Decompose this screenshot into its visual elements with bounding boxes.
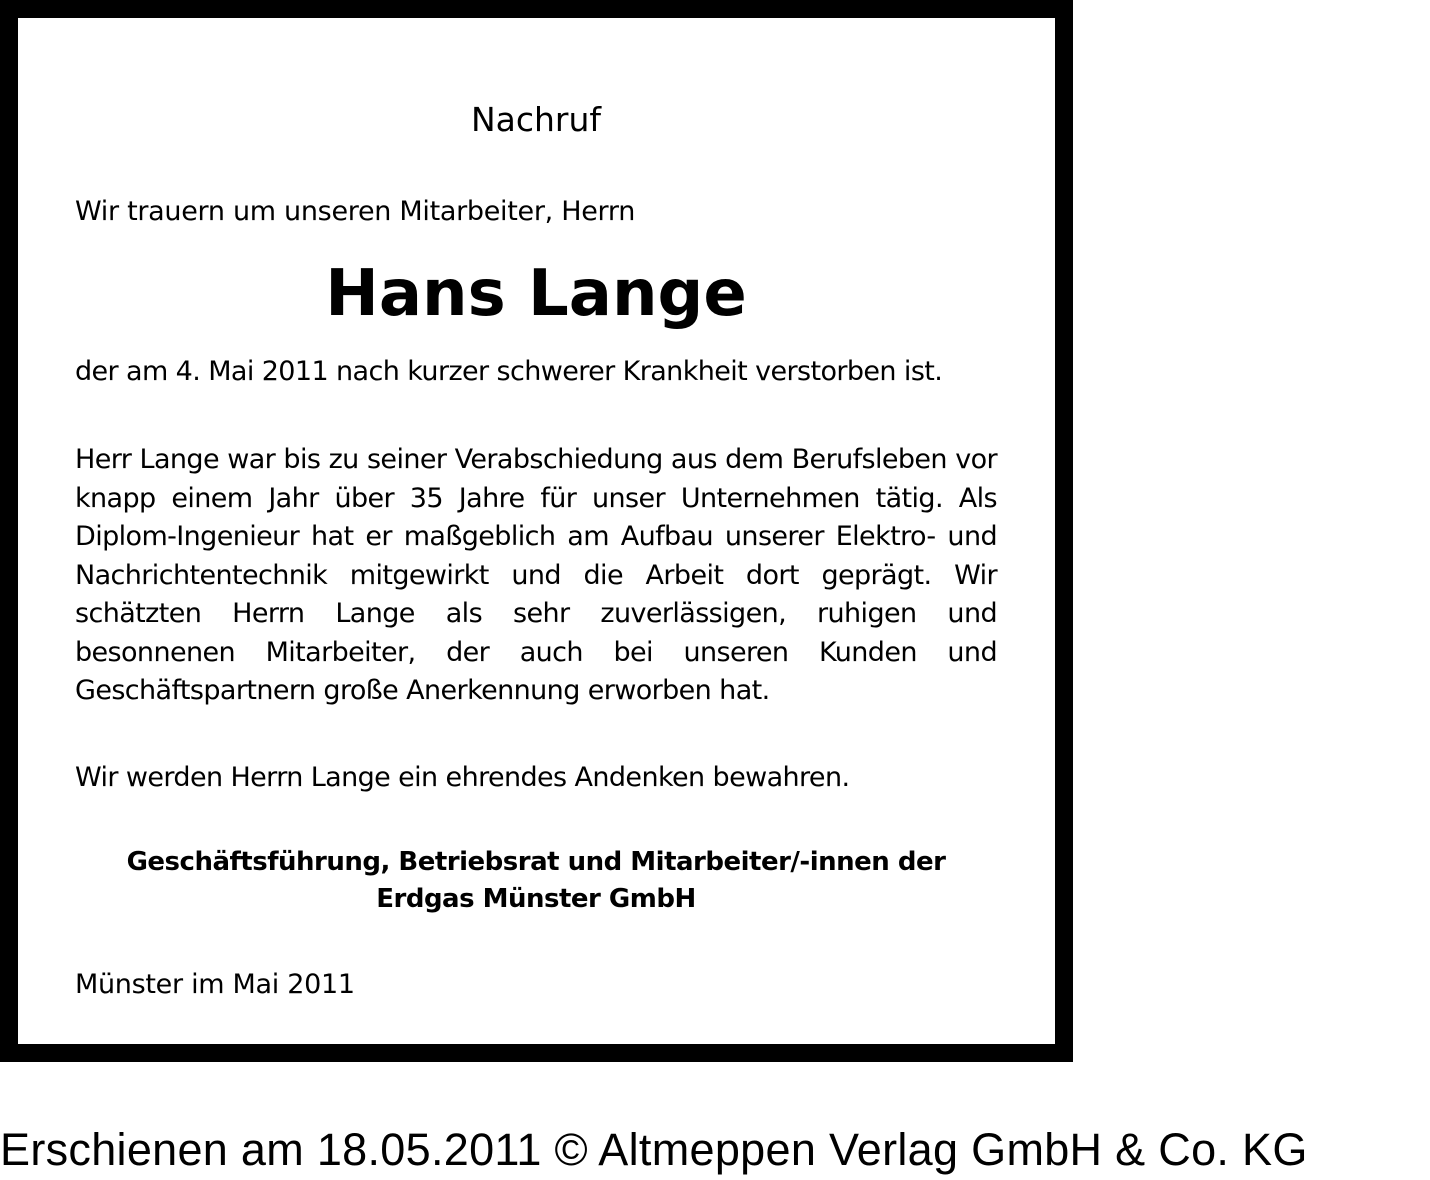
paragraph-remembrance: Wir werden Herrn Lange ein ehrendes Andenken bewahren. — [75, 762, 850, 793]
publication-footer: Erschienen am 18.05.2011 © Altmeppen Verlag GmbH & Co. KG — [0, 1124, 1308, 1175]
intro-line: Wir trauern um unseren Mitarbeiter, Herrn — [75, 196, 636, 227]
paragraph-career: Herr Lange war bis zu seiner Verabschiedung aus dem Berufsleben vor knapp einem Jahr über 35 Jahre für unser Unternehmen tätig. Als Diplom-Ingenieur hat er maßgeblich am Aufbau unserer Elektro- und Nachrichtentechnik mitgewirkt und die Arbeit dort geprägt. Wir schätzten Herrn Lange als sehr zuverlässigen, ruhigen und besonnenen Mitarbeiter, der auch bei unseren Kunden und Geschäftspartnern große Anerkennung erworben hat. — [75, 444, 997, 706]
deceased-name: Hans Lange — [325, 257, 747, 331]
signature-block — [75, 844, 997, 918]
signature-line-2: Erdgas Münster GmbH — [376, 884, 696, 914]
paragraph-death-date: der am 4. Mai 2011 nach kurzer schwerer Krankheit verstorben ist. — [75, 356, 943, 387]
signature-line-1: Geschäftsführung, Betriebsrat und Mitarbeiter/-innen der — [126, 847, 946, 877]
notice-heading: Nachruf — [470, 100, 602, 139]
place-date: Münster im Mai 2011 — [75, 969, 355, 1000]
